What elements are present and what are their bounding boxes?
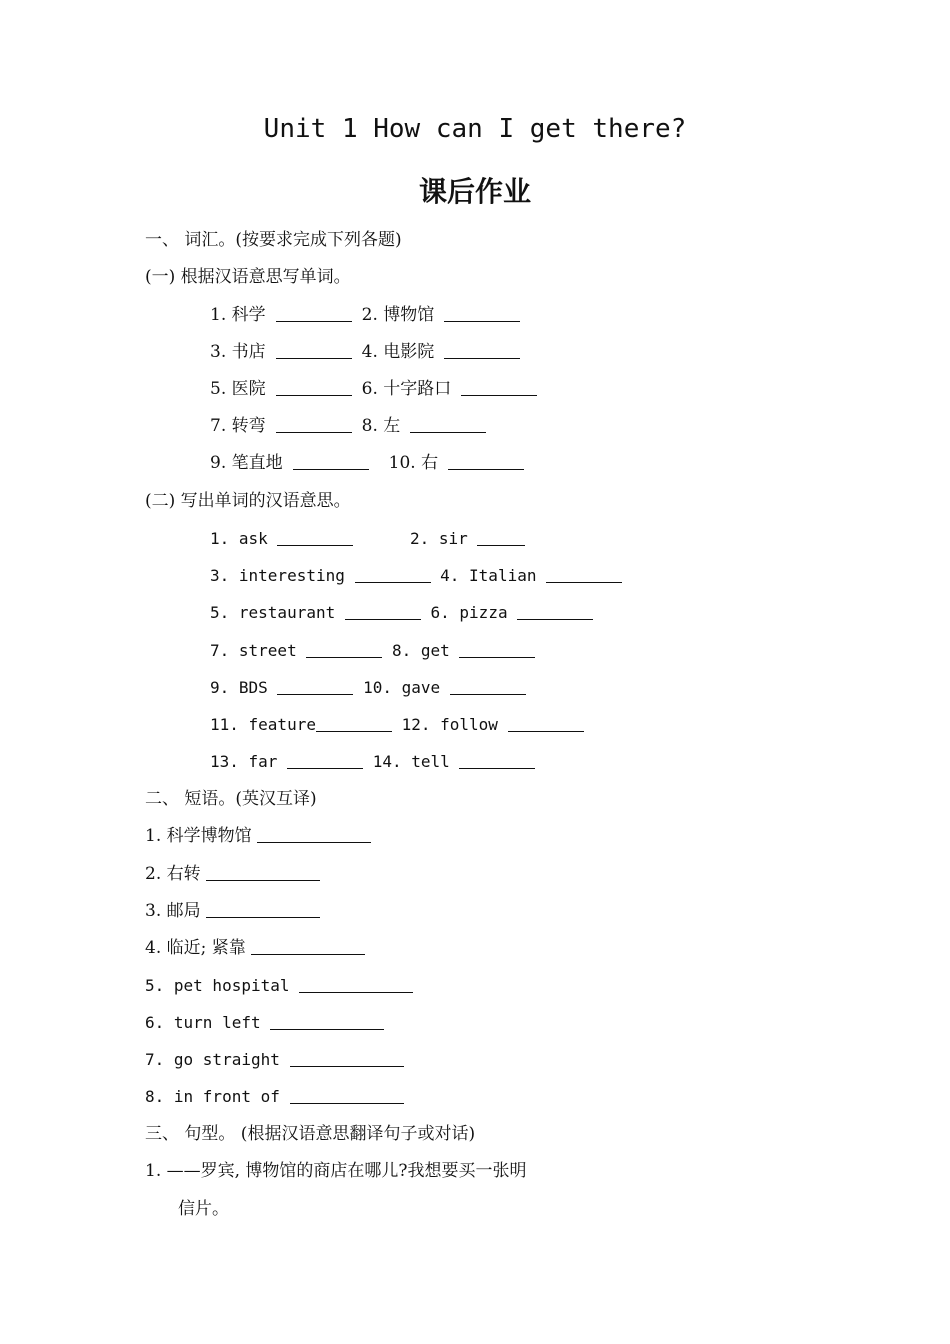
answer-blank[interactable] [276, 305, 352, 322]
answer-blank[interactable] [257, 826, 371, 843]
section-3-heading: 三、 句型。 (根据汉语意思翻译句子或对话) [145, 1124, 476, 1144]
vocab-item: 10. 右 [388, 453, 439, 473]
phrase-item: 1. 科学博物馆 [145, 825, 371, 847]
word-item: 9. BDS [210, 678, 268, 697]
answer-blank[interactable] [270, 1013, 384, 1030]
answer-blank[interactable] [251, 938, 365, 955]
answer-blank[interactable] [277, 529, 353, 546]
answer-blank[interactable] [444, 342, 520, 359]
vocab-item: 3. 书店 [210, 342, 266, 362]
word-row [210, 528, 525, 550]
answer-blank[interactable] [306, 641, 382, 658]
answer-blank[interactable] [290, 1050, 404, 1067]
word-item: 12. follow [401, 715, 498, 734]
vocab-item: 2. 博物馆 [361, 305, 435, 325]
word-item: 8. get [391, 641, 450, 660]
phrase-item: 6. turn left [145, 1012, 384, 1034]
word-item: 13. far [210, 752, 278, 771]
sentence-item-1: 1. ——罗宾, 博物馆的商店在哪儿?我想要买一张明 [145, 1161, 527, 1181]
answer-blank[interactable] [508, 715, 584, 732]
vocab-item: 1. 科学 [210, 305, 266, 325]
answer-blank[interactable] [345, 603, 421, 620]
vocab-item: 6. 十字路口 [361, 379, 452, 399]
answer-blank[interactable] [206, 901, 320, 918]
word-row [210, 751, 535, 773]
vocab-row [210, 452, 524, 474]
phrase-item: 3. 邮局 [145, 900, 320, 922]
vocab-item: 8. 左 [361, 416, 401, 436]
answer-blank[interactable] [477, 529, 525, 546]
phrase-item: 7. go straight [145, 1049, 404, 1071]
word-item: 1. ask [210, 529, 268, 548]
answer-blank[interactable] [448, 453, 524, 470]
word-item: 10. gave [363, 678, 441, 697]
vocab-row [210, 304, 520, 326]
answer-blank[interactable] [316, 715, 392, 732]
word-row [210, 565, 622, 587]
answer-blank[interactable] [410, 416, 486, 433]
answer-blank[interactable] [517, 603, 593, 620]
phrase-item: 5. pet hospital [145, 975, 413, 997]
part-1-heading: (一) 根据汉语意思写单词。 [145, 267, 351, 287]
section-2-heading: 二、 短语。(英汉互译) [145, 789, 317, 809]
answer-blank[interactable] [290, 1087, 404, 1104]
vocab-row [210, 341, 520, 363]
word-item: 4. Italian [440, 566, 537, 585]
answer-blank[interactable] [276, 342, 352, 359]
sentence-item-1-continuation: 信片。 [178, 1199, 229, 1219]
answer-blank[interactable] [293, 453, 369, 470]
word-item: 3. interesting [210, 566, 345, 585]
vocab-row [210, 415, 486, 437]
answer-blank[interactable] [277, 678, 353, 695]
vocab-item: 9. 笔直地 [210, 453, 283, 473]
vocab-item: 4. 电影院 [361, 342, 435, 362]
vocab-row [210, 378, 537, 400]
answer-blank[interactable] [459, 752, 535, 769]
phrase-item: 2. 右转 [145, 863, 320, 885]
word-row [210, 714, 584, 736]
answer-blank[interactable] [546, 566, 622, 583]
word-item: 5. restaurant [210, 603, 336, 622]
word-row [210, 602, 593, 624]
phrase-item: 8. in front of [145, 1086, 404, 1108]
answer-blank[interactable] [276, 379, 352, 396]
answer-blank[interactable] [287, 752, 363, 769]
answer-blank[interactable] [450, 678, 526, 695]
answer-blank[interactable] [276, 416, 352, 433]
word-row [210, 677, 526, 699]
answer-blank[interactable] [206, 864, 320, 881]
answer-blank[interactable] [461, 379, 537, 396]
answer-blank[interactable] [459, 641, 535, 658]
answer-blank[interactable] [444, 305, 520, 322]
answer-blank[interactable] [355, 566, 431, 583]
word-item: 7. street [210, 641, 297, 660]
vocab-item: 5. 医院 [210, 379, 266, 399]
word-item: 2. sir [410, 529, 468, 548]
phrase-item: 4. 临近; 紧靠 [145, 937, 365, 959]
answer-blank[interactable] [299, 976, 413, 993]
unit-title: Unit 1 How can I get there? [263, 114, 687, 144]
word-item: 14. tell [372, 752, 450, 771]
word-item: 6. pizza [430, 603, 508, 622]
section-1-heading: 一、 词汇。(按要求完成下列各题) [145, 230, 402, 250]
word-row [210, 640, 535, 662]
homework-title: 课后作业 [418, 175, 531, 208]
vocab-item: 7. 转弯 [210, 416, 266, 436]
word-item: 11. feature [210, 715, 316, 734]
part-2-heading: (二) 写出单词的汉语意思。 [145, 491, 351, 511]
